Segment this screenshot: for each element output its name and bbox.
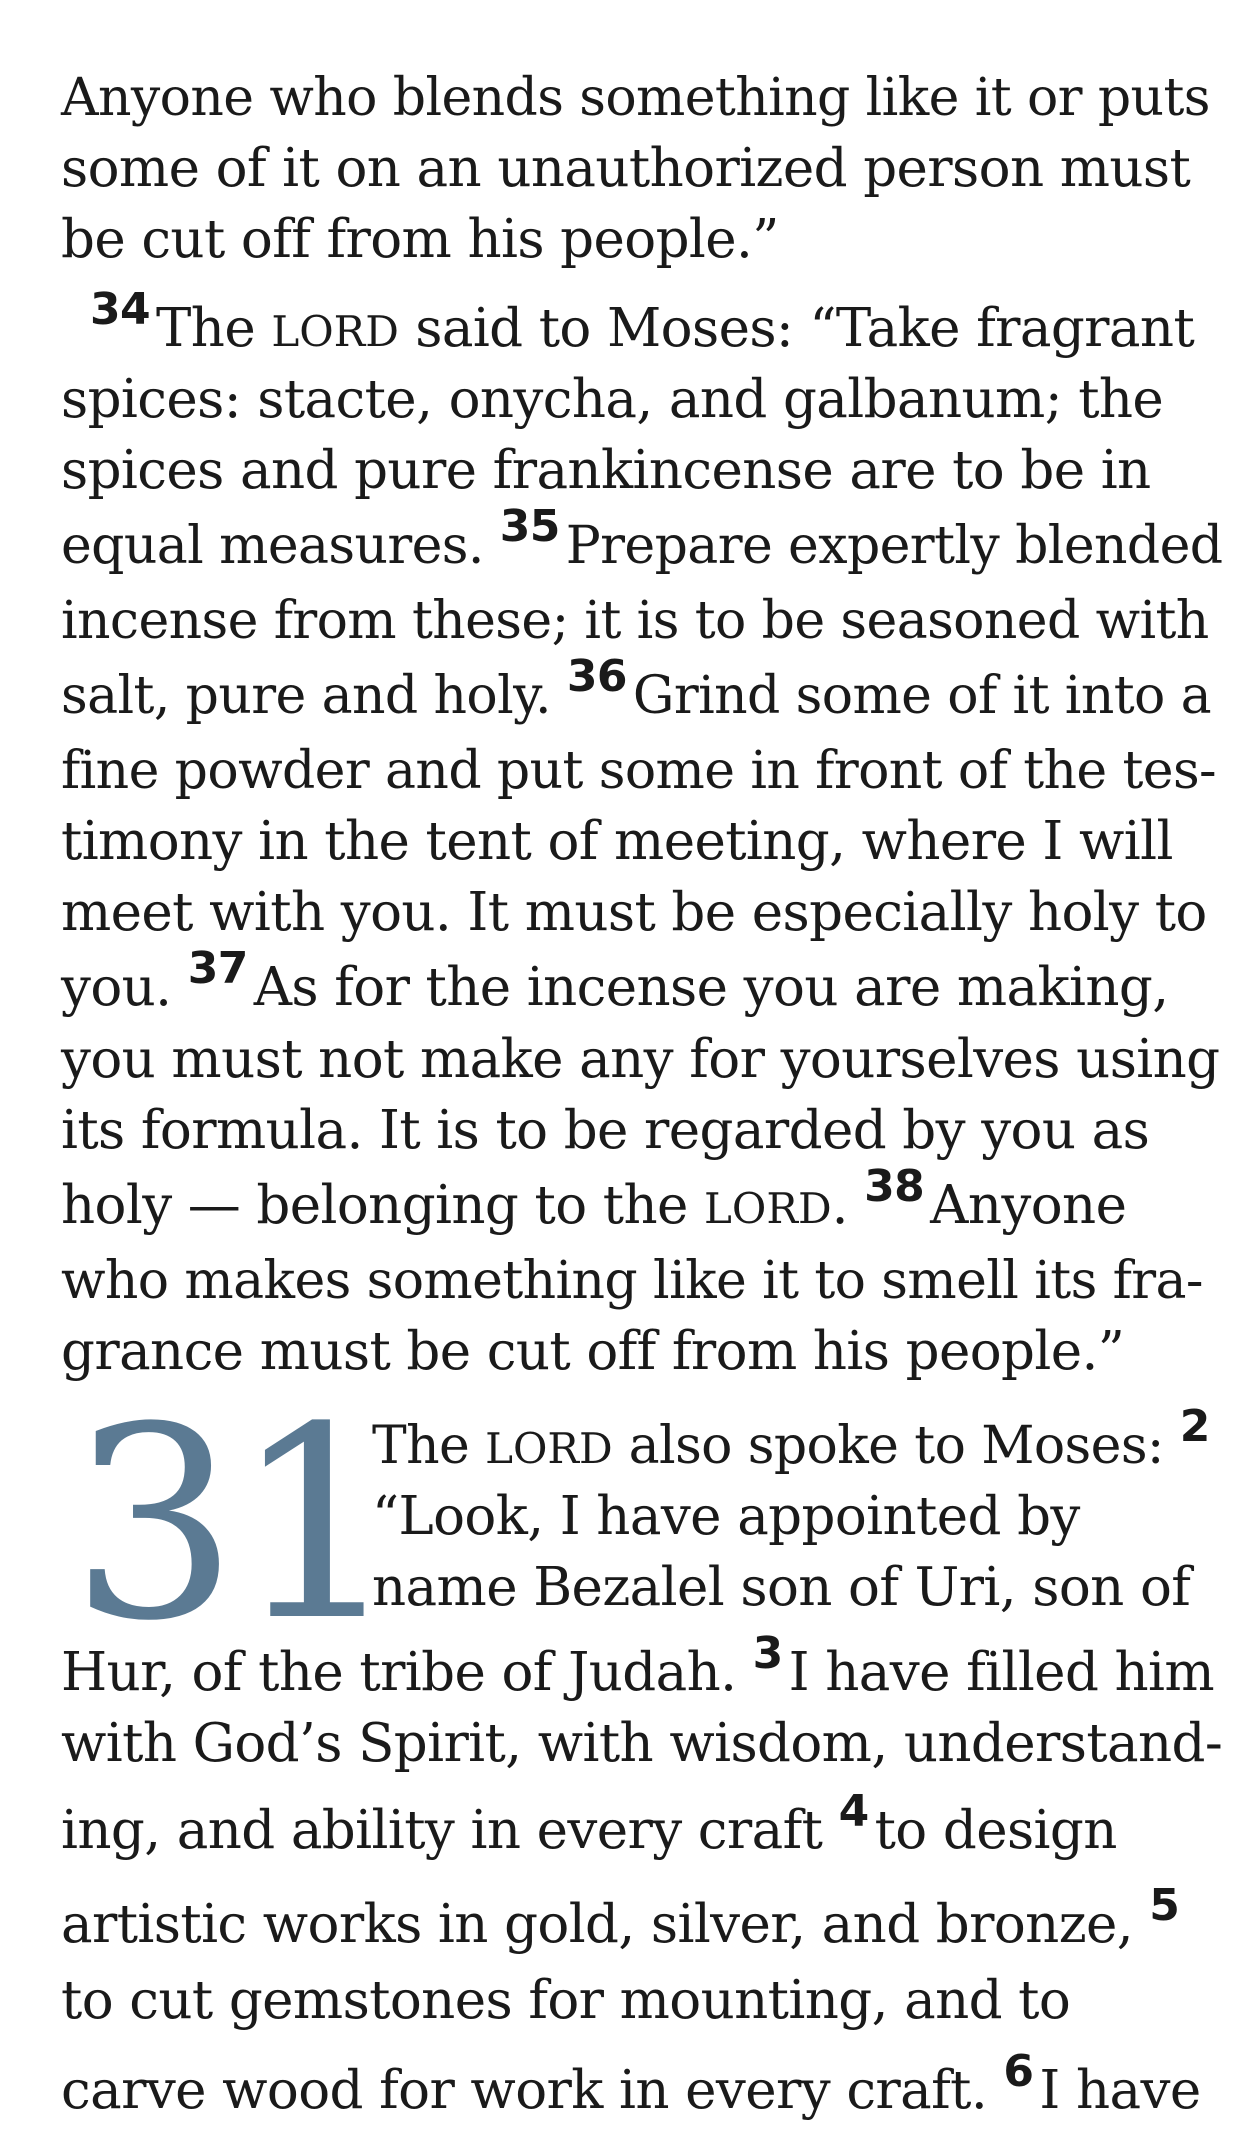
text-line	[61, 204, 779, 276]
text: ing, and ability in every craft	[61, 1800, 839, 1861]
text-line	[61, 735, 1216, 807]
text-line	[61, 1245, 1203, 1317]
text-line	[61, 1880, 1185, 1961]
text-line	[61, 1786, 1117, 1867]
verse-number: 5	[1149, 1880, 1180, 1931]
text: salt, pure and holy.	[61, 666, 567, 726]
text: I have	[1039, 2060, 1201, 2121]
text-line	[61, 877, 1207, 949]
divine-name: LORD	[704, 1184, 832, 1233]
text: you must not make any for yourselves using	[61, 1029, 1220, 1090]
text: also spoke to Moses:	[612, 1416, 1180, 1476]
text: you.	[61, 957, 188, 1018]
text: meet with you. It must be especially holy to	[61, 882, 1207, 943]
text: As for the incense you are making,	[253, 957, 1169, 1018]
text: to cut gemstones for mounting, and to	[61, 1970, 1071, 2031]
text: Anyone	[930, 1175, 1127, 1236]
text: equal measures.	[61, 516, 500, 576]
text: spices and pure frankincense are to be in	[61, 440, 1151, 501]
verse-number: 37	[187, 943, 248, 994]
text-line	[61, 2046, 1201, 2127]
text-line	[61, 435, 1151, 507]
text: Grind some of it into a	[632, 666, 1212, 726]
chapter-number: 31	[70, 1371, 396, 1679]
text-line	[61, 501, 1223, 582]
verse-number: 38	[864, 1161, 925, 1212]
text: grance must be cut off from his people.”	[61, 1321, 1125, 1382]
text: Hur, of the tribe of Judah.	[61, 1642, 753, 1703]
text-line	[61, 364, 1163, 436]
text-line	[61, 1024, 1220, 1096]
text-line	[90, 284, 1195, 365]
text: artistic works in gold, silver, and bronze,	[61, 1894, 1150, 1955]
text: to design	[874, 1800, 1117, 1861]
text: carve wood for work in every craft.	[61, 2060, 1004, 2121]
text: “Look, I have appointed by	[372, 1486, 1080, 1547]
text: spices: stacte, onycha, and galbanum; the	[61, 369, 1164, 430]
text-line	[61, 806, 1173, 878]
text-line	[61, 62, 1210, 134]
text: holy — belonging to the	[61, 1175, 705, 1236]
text: incense from these; it is to be seasoned with	[61, 591, 1209, 651]
text: some of it on an unauthorized person must	[61, 138, 1191, 199]
text: its formula. It is to be regarded by you as	[61, 1100, 1150, 1161]
verse-number: 4	[838, 1786, 869, 1837]
text-line	[61, 943, 1169, 1024]
text-line	[61, 1965, 1070, 2037]
text: I have filled him	[788, 1642, 1215, 1703]
verse-number: 6	[1003, 2046, 1034, 2097]
text-line	[372, 1552, 1190, 1624]
divine-name: LORD	[271, 307, 399, 356]
text: with God’s Spirit, with wisdom, understand-	[61, 1713, 1223, 1774]
verse-number: 36	[566, 651, 627, 702]
text-line	[372, 1481, 1080, 1553]
text: be cut off from his people.”	[61, 209, 779, 270]
divine-name: LORD	[485, 1424, 613, 1473]
text: who makes something like it to smell its fra-	[61, 1251, 1203, 1311]
text: said to Moses: “Take fragrant	[398, 298, 1195, 359]
text: Prepare expertly blended	[565, 516, 1223, 576]
text: The	[372, 1416, 486, 1476]
text: fine powder and put some in front of the tes-	[61, 741, 1217, 801]
text: The	[156, 298, 272, 359]
text: timony in the tent of meeting, where I will	[61, 811, 1173, 872]
text-line	[61, 585, 1209, 657]
verse-number: 34	[90, 284, 151, 335]
text-line	[61, 1095, 1149, 1167]
verse-number: 2	[1179, 1401, 1210, 1452]
text-line	[61, 1708, 1222, 1780]
verse-number: 35	[499, 501, 560, 552]
verse-number: 3	[752, 1628, 783, 1679]
text: name Bezalel son of Uri, son of	[372, 1557, 1191, 1618]
text: Anyone who blends something like it or puts	[61, 68, 1210, 128]
text-line	[61, 1161, 1127, 1242]
text-line	[61, 651, 1212, 732]
text: .	[831, 1175, 865, 1236]
text-line	[372, 1401, 1216, 1482]
text-line	[61, 133, 1190, 205]
text-line	[61, 1628, 1215, 1709]
